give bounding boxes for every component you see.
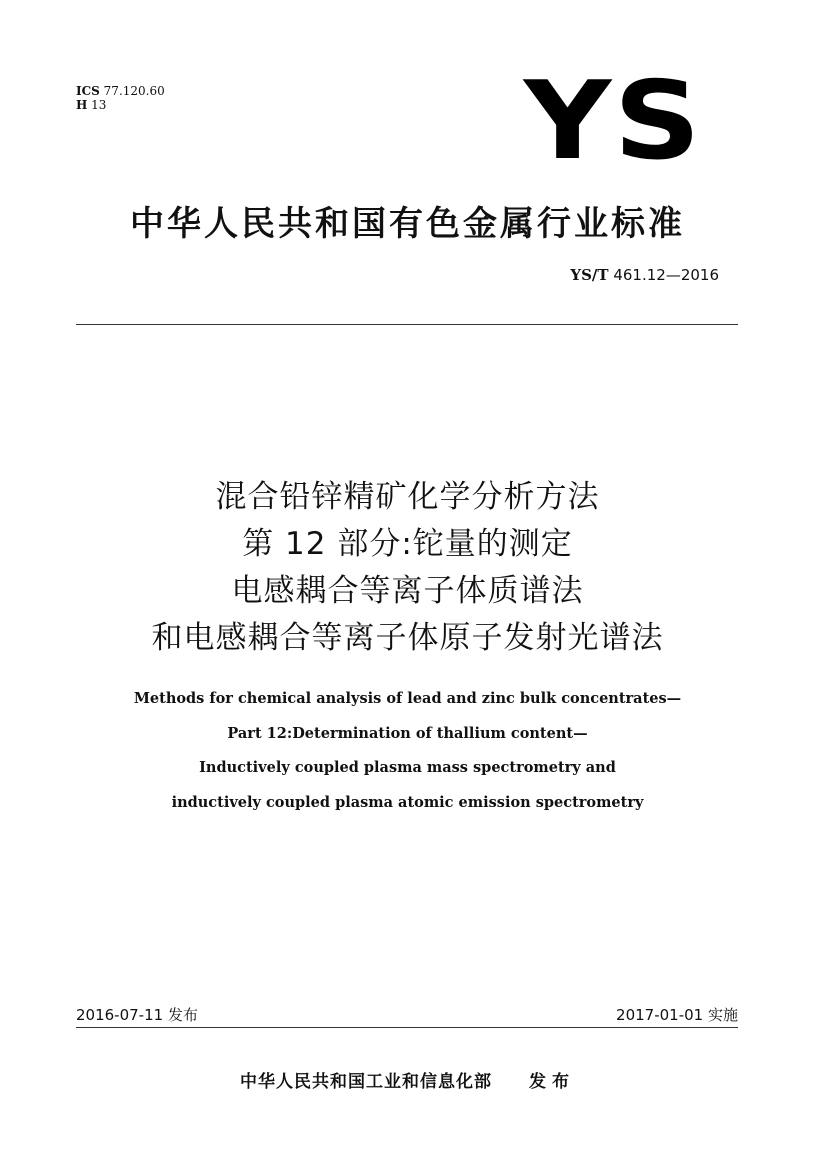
ccs-label: H (76, 98, 88, 112)
publish-date: 2016-07-11 发布 (76, 1006, 198, 1024)
issuer (0, 1067, 815, 1092)
english-title (0, 682, 815, 820)
organization-title: 中华人民共和国有色金属行业标准 (130, 204, 685, 244)
standard-number: 461.12—2016 (613, 266, 719, 284)
ics-label: ICS (76, 84, 100, 98)
en-title-line: Inductively coupled plasma mass spectrometry and (199, 759, 616, 776)
ics-value: 77.120.60 (103, 84, 165, 98)
cn-title-line: 电感耦合等离子体质谱法 (231, 573, 584, 609)
ics-code (76, 84, 165, 98)
implementation-date: 2017-01-01 实施 (616, 1006, 738, 1024)
ccs-value: 13 (91, 98, 107, 112)
en-title-line: inductively coupled plasma atomic emission spectrometry (171, 793, 644, 811)
standard-code (570, 266, 719, 284)
cn-title-line: 和电感耦合等离子体原子发射光谱法 (151, 620, 664, 656)
ccs-code (76, 98, 165, 112)
ys-logo: YS (523, 59, 703, 184)
cn-title-line: 混合铅锌精矿化学分析方法 (215, 479, 600, 515)
bottom-divider (76, 1027, 738, 1028)
chinese-title (0, 474, 815, 662)
standard-prefix: YS/T (570, 266, 609, 284)
en-title-line: Part 12:Determination of thallium content— (227, 724, 588, 742)
issuer-action: 发布 (528, 1072, 575, 1092)
top-divider (76, 324, 738, 325)
cn-title-line: 第 12 部分:铊量的测定 (242, 526, 573, 562)
issuer-name: 中华人民共和国工业和信息化部 (240, 1072, 493, 1092)
classification-codes (76, 84, 165, 112)
en-title-line: Methods for chemical analysis of lead and zinc bulk concentrates— (133, 690, 682, 707)
